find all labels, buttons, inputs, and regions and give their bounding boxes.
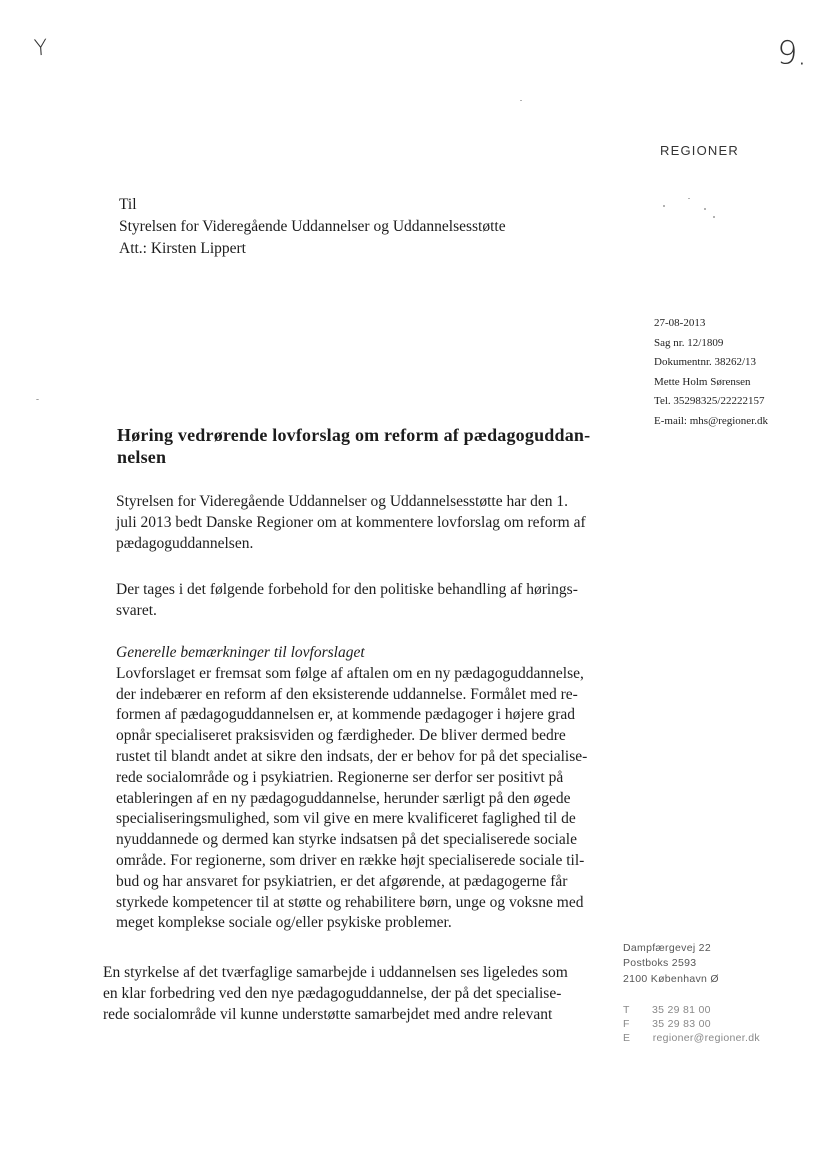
contact-phone: Tel. 35298325/22222157: [654, 395, 765, 408]
text-line: meget komplekse sociale og/eller psykiske problemer.: [116, 914, 452, 932]
text-line: rede socialområde og i psykiatrien. Regionerne ser derfor ser positivt på: [116, 768, 564, 786]
footer-phone-row: [623, 1003, 760, 1017]
scan-speck: [663, 205, 665, 207]
paragraph-reservation: [116, 580, 604, 622]
headline-line: nelsen: [117, 447, 167, 467]
text-line: svaret.: [116, 601, 157, 619]
text-line: specialiseringsmulighed, som vil give en mere kvalificeret faglighed til de: [116, 810, 576, 828]
recipient-attention: Att.: Kirsten Lippert: [119, 240, 246, 257]
case-number: Sag nr. 12/1809: [654, 336, 724, 349]
footer-email: regioner@regioner.dk: [652, 1032, 760, 1044]
text-line: Lovforslaget er fremsat som følge af aftalen om en ny pædagoguddannelse,: [116, 664, 584, 682]
recipient-organisation: Styrelsen for Videregående Uddannelser og Uddannelsesstøtte: [119, 218, 506, 235]
regioner-logo: REGIONER: [660, 143, 739, 158]
scan-speck: [704, 208, 706, 210]
phone-label: T: [623, 1004, 630, 1016]
address-city: 2100 København Ø: [623, 972, 719, 985]
text-line: Styrelsen for Videregående Uddannelser og Uddannelsesstøtte har den 1.: [116, 493, 569, 510]
text-line: Der tages i det følgende forbehold for den politiske behandling af hørings-: [116, 581, 578, 598]
text-line: en klar forbedring ved den nye pædagoguddannelse, der på det specialise-: [103, 984, 562, 1002]
email-label: E: [623, 1032, 631, 1044]
footer-email-row: [623, 1031, 760, 1045]
contact-name: Mette Holm Sørensen: [654, 375, 751, 388]
scan-speck: [520, 100, 522, 101]
text-line: rede socialområde vil kunne understøtte samarbejdet med andre relevant: [103, 1005, 553, 1023]
handwritten-page-number: 9.: [776, 33, 809, 73]
letter-metadata: [654, 314, 768, 432]
text-line: opnår specialiseret praksisviden og færdigheder. De bliver dermed bedre: [116, 727, 566, 745]
document-number: Dokumentnr. 38262/13: [654, 356, 757, 369]
text-line: styrkede kompetencer til at støtte og rehabilitere børn, unge og voksne med: [116, 893, 584, 911]
text-line: juli 2013 bedt Danske Regioner om at kommentere lovforslag om reform af: [116, 513, 586, 531]
scan-speck: [36, 399, 39, 400]
address-street: Dampfærgevej 22: [623, 942, 711, 954]
footer-fax: 35 29 83 00: [652, 1018, 711, 1030]
handwritten-corner-mark: Y: [33, 35, 49, 62]
text-line: bud og har ansvaret for psykiatrien, er det afgørende, at pædagogerne får: [116, 872, 568, 890]
footer-phone: 35 29 81 00: [651, 1004, 711, 1016]
text-line: En styrkelse af det tværfaglige samarbejde i uddannelsen ses ligeledes som: [103, 964, 568, 981]
fax-label: F: [623, 1018, 630, 1030]
contact-email: E-mail: mhs@regioner.dk: [654, 414, 768, 427]
letter-date: 27-08-2013: [654, 317, 706, 329]
text-line: formen af pædagoguddannelsen er, at kommende pædagoger i højere grad: [116, 706, 576, 724]
text-line: pædagoguddannelsen.: [116, 534, 254, 552]
text-line: etableringen af en ny pædagoguddannelse, herunder særligt på den øgede: [116, 789, 571, 807]
text-line: der indebærer en reform af den eksisterende uddannelse. Formålet med re-: [116, 685, 578, 703]
address-pobox: Postboks 2593: [623, 957, 697, 970]
scan-speck: [713, 216, 715, 218]
section-general-remarks: [116, 643, 604, 934]
text-line: rustet til blandt andet at sikre den indsats, der er behov for på det specialise-: [116, 747, 588, 765]
scan-speck: [688, 198, 690, 199]
section-heading: Generelle bemærkninger til lovforslaget: [116, 644, 365, 661]
headline-line: Høring vedrørende lovforslag om reform af pædagoguddan-: [117, 425, 591, 445]
letter-headline: [117, 424, 607, 468]
recipient-block: [119, 194, 506, 260]
text-line: område. For regionerne, som driver en række højt specialiserede sociale til-: [116, 851, 585, 869]
paragraph-intro: [116, 492, 604, 554]
recipient-to-label: Til: [119, 196, 137, 213]
footer-contact: [623, 1003, 760, 1045]
footer-address: [623, 941, 719, 987]
paragraph-collaboration: [103, 963, 593, 1025]
text-line: nyuddannede og dermed kan styrke indsatsen på det specialiserede sociale: [116, 831, 577, 849]
footer-fax-row: [623, 1017, 760, 1031]
